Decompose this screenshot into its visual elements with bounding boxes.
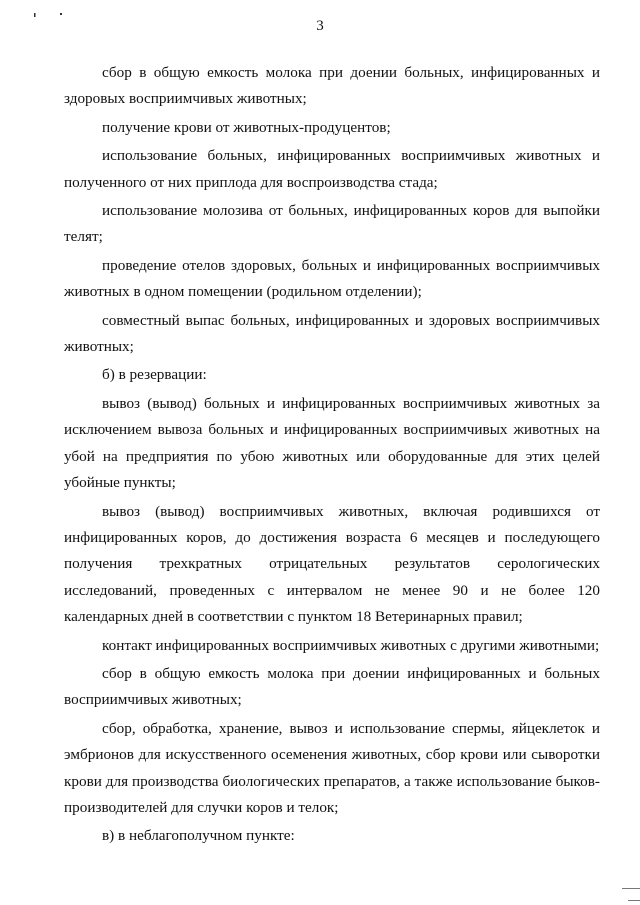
paragraph: вывоз (вывод) больных и инфицированных восприимчивых животных за исключением вывоза больных и инфицированных восприимчивых животных на убой на предприятия по убою животных или оборудованные для этих целей убойные пункты; [64, 394, 600, 492]
paragraph: вывоз (вывод) восприимчивых животных, включая родившихся от инфицированных коров, до достижения возраста 6 месяцев и последующего получения трехкратных отрицательных результатов серологических исследований, проведенных с интервалом не менее 90 и не более 120 календарных дней в соответствии с пунктом 18 Ветеринарных правил; [64, 502, 600, 626]
subsection-heading: в) в неблагополучном пункте: [102, 827, 295, 845]
page-number: 3 [316, 18, 324, 34]
document-body [64, 60, 600, 850]
scan-speck [622, 888, 640, 889]
paragraph: получение крови от животных-продуцентов; [102, 118, 391, 136]
paragraph: проведение отелов здоровых, больных и инфицированных восприимчивых животных в одном помещении (родильном отделении); [64, 256, 600, 301]
scan-speck [60, 13, 62, 15]
paragraph: использование молозива от больных, инфицированных коров для выпойки телят; [64, 202, 600, 246]
paragraph: совместный выпас больных, инфицированных и здоровых восприимчивых животных; [64, 311, 600, 356]
paragraph: сбор в общую емкость молока при доении больных, инфицированных и здоровых восприимчивых животных; [64, 64, 600, 108]
paragraph: сбор в общую емкость молока при доении инфицированных и больных восприимчивых животных; [64, 664, 600, 709]
paragraph: контакт инфицированных восприимчивых животных с другими животными; [102, 636, 600, 654]
scan-speck [34, 13, 36, 17]
scan-speck [628, 900, 640, 901]
paragraph: использование больных, инфицированных восприимчивых животных и полученного от них приплода для воспроизводства стада; [64, 147, 600, 191]
subsection-heading: б) в резервации: [102, 366, 207, 384]
paragraph: сбор, обработка, хранение, вывоз и использование спермы, яйцеклеток и эмбрионов для искусственного осеменения животных, сбор крови или сыворотки крови для производства биологических препаратов, а также использование быков-производителей для случки коров и телок; [64, 719, 600, 816]
